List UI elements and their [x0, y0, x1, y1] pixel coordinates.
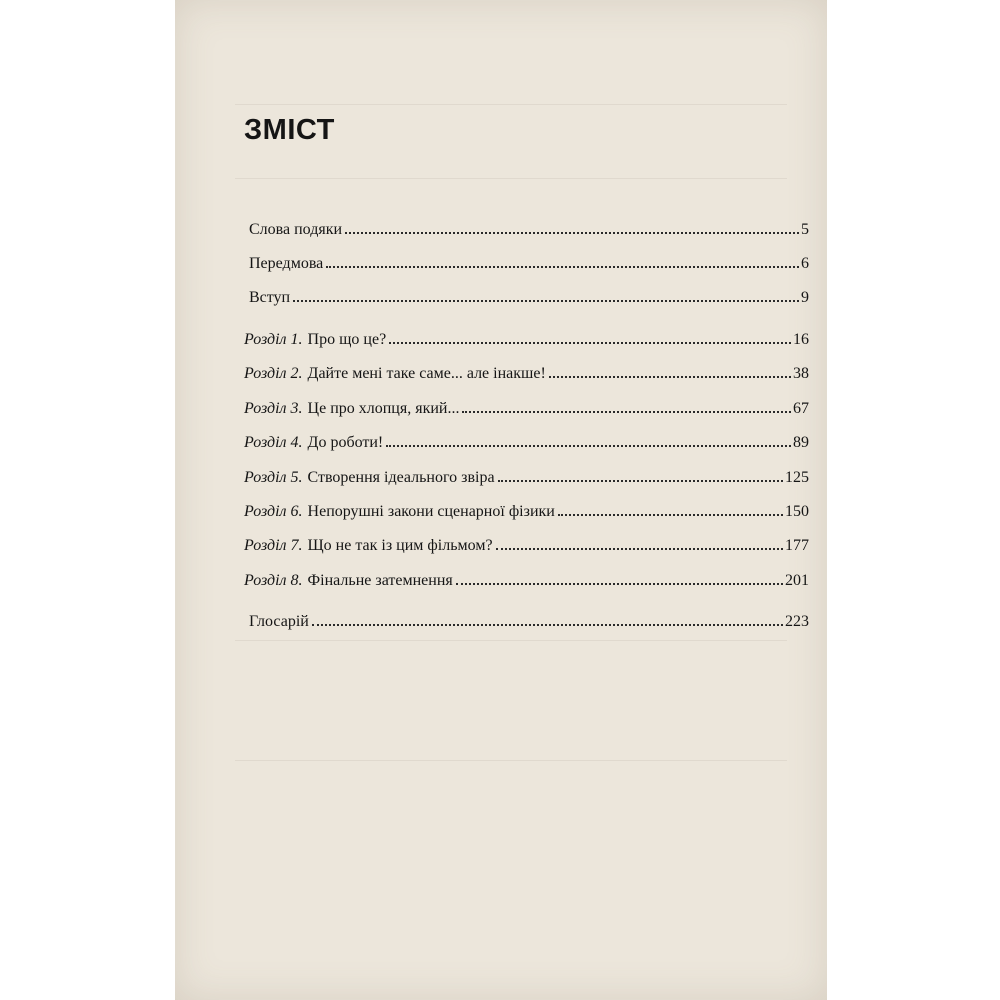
toc-entry-chapter-label: Розділ 8.: [244, 572, 303, 589]
bleed-through-line: [235, 178, 787, 179]
toc-entry-page-number: 16: [793, 331, 809, 348]
dot-leader: [389, 342, 791, 344]
toc-entry[interactable]: [244, 394, 809, 418]
toc-entry-title: До роботи!: [307, 434, 384, 451]
toc-entry-title: Фінальне затемнення: [307, 572, 453, 589]
toc-entry-title: Дайте мені таке саме... але інакше!: [307, 365, 546, 382]
toc-entry-chapter-label: Розділ 6.: [244, 503, 303, 520]
toc-entry-title: Вступ: [249, 289, 291, 306]
toc-entry-chapter-label: Розділ 7.: [244, 537, 303, 554]
toc-entry-title: Передмова: [249, 255, 324, 272]
toc-entry-page-number: 201: [785, 572, 809, 589]
dot-leader: [386, 445, 791, 447]
dot-leader: [326, 266, 799, 268]
toc-entry[interactable]: [244, 359, 809, 383]
toc-entry[interactable]: [244, 428, 809, 452]
toc-entry-chapter-label: Розділ 4.: [244, 434, 303, 451]
toc-entry-chapter-label: Розділ 2.: [244, 365, 303, 382]
toc-entry-chapter-label: Розділ 5.: [244, 469, 303, 486]
toc-entry-page-number: 89: [793, 434, 809, 451]
dot-leader: [456, 583, 783, 585]
toc-entry-title: Слова подяки: [249, 221, 343, 238]
toc-entry-page-number: 150: [785, 503, 809, 520]
dot-leader: [345, 232, 799, 234]
dot-leader: [293, 300, 799, 302]
toc-entry-title: Створення ідеального звіра: [307, 469, 495, 486]
toc-entry[interactable]: [244, 463, 809, 487]
dot-leader: [462, 411, 791, 413]
toc-entry[interactable]: [244, 497, 809, 521]
bleed-through-line: [235, 104, 787, 105]
dot-leader: [498, 480, 783, 482]
toc-entry-title: Про що це?: [307, 331, 387, 348]
toc-entry[interactable]: [244, 249, 809, 273]
toc-entry-chapter-label: Розділ 1.: [244, 331, 303, 348]
toc-entry-page-number: 38: [793, 365, 809, 382]
bleed-through-line: [235, 640, 787, 641]
toc-entry-title: Це про хлопця, який...: [307, 400, 460, 417]
toc-entry-page-number: 177: [785, 537, 809, 554]
toc-entry-page-number: 9: [801, 289, 809, 306]
toc-entry[interactable]: [244, 325, 809, 349]
toc-heading: ЗМІСТ: [244, 114, 335, 146]
toc-entry[interactable]: [244, 531, 809, 555]
toc-entry[interactable]: [244, 215, 809, 239]
dot-leader: [558, 514, 783, 516]
toc-entry-title: Що не так із цим фільмом?: [307, 537, 493, 554]
dot-leader: [496, 548, 783, 550]
toc-entry[interactable]: [244, 566, 809, 590]
book-page: [175, 0, 827, 1000]
dot-leader: [549, 376, 791, 378]
dot-leader: [312, 624, 783, 626]
toc-entry-page-number: 125: [785, 469, 809, 486]
toc-entry-title: Глосарій: [249, 613, 309, 630]
bleed-through-line: [235, 760, 787, 761]
toc-entry-page-number: 6: [801, 255, 809, 272]
toc-entry-page-number: 223: [785, 613, 809, 630]
toc-entry-title: Непорушні закони сценарної фізики: [307, 503, 555, 520]
toc-entry[interactable]: [244, 607, 809, 631]
toc-entry[interactable]: [244, 283, 809, 307]
toc-entry-chapter-label: Розділ 3.: [244, 400, 303, 417]
toc-entry-page-number: 67: [793, 400, 809, 417]
toc-entry-page-number: 5: [801, 221, 809, 238]
